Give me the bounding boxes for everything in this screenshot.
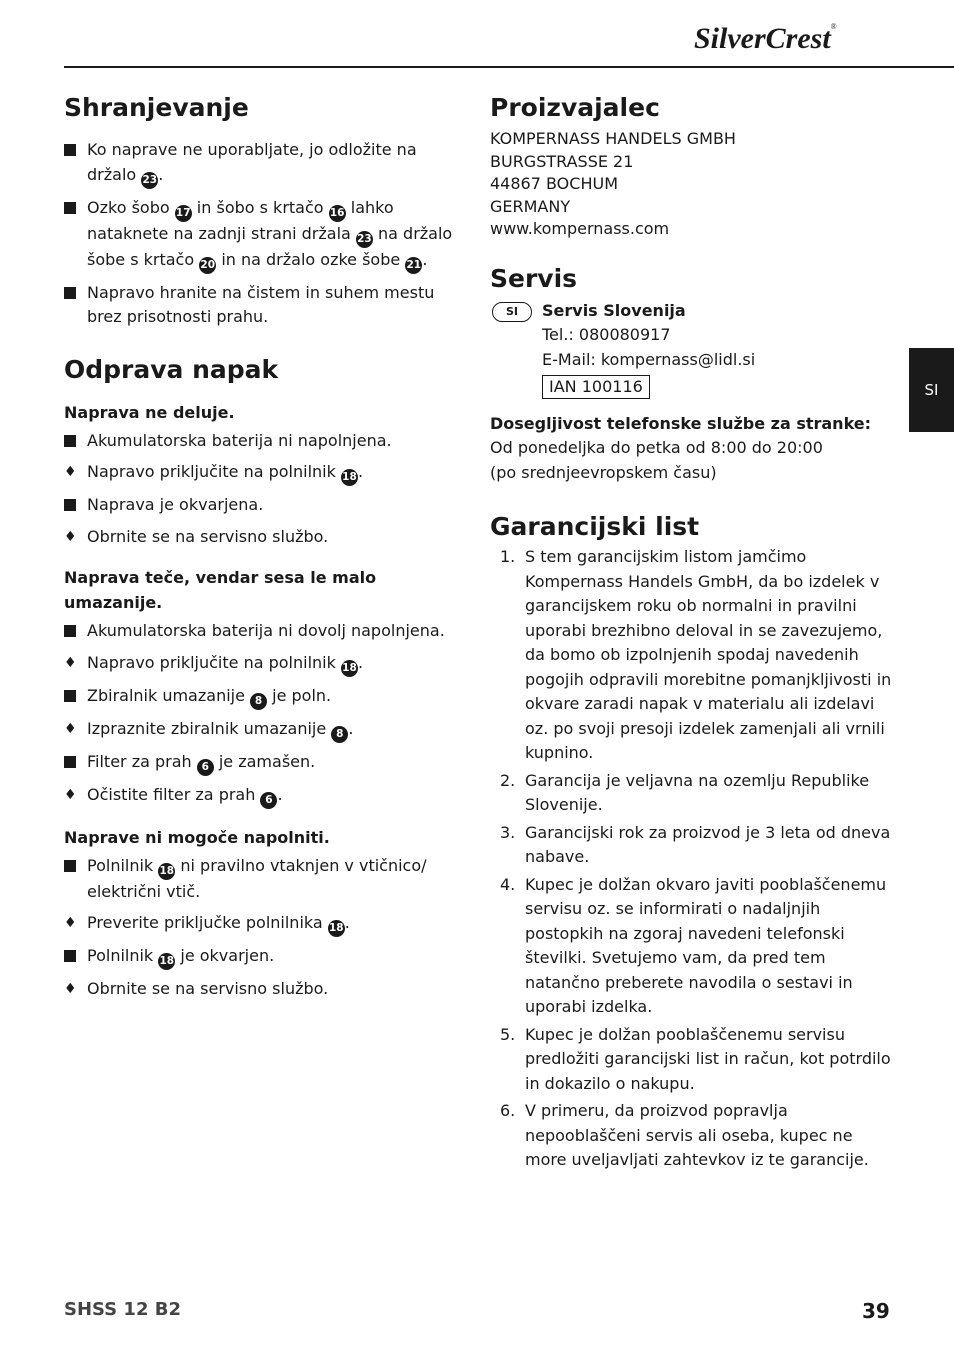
warranty-item-number: 5. <box>500 1024 516 1044</box>
service-name: Servis Slovenija <box>542 300 686 320</box>
brand-logo: SilverCrest® <box>694 22 837 55</box>
list-item <box>64 281 464 330</box>
warranty-item-text: Garancija je veljavna na ozemlju Republike Slovenije. <box>525 770 870 814</box>
diamond-bullet-icon: ♦ <box>64 654 77 671</box>
service-tel: Tel.: 080080917 <box>542 325 671 344</box>
list-item <box>64 651 464 677</box>
text-span: Ko naprave ne uporabljate, jo odložite na držalo <box>87 140 417 184</box>
manufacturer-address <box>490 128 895 241</box>
text-span: Očistite filter za prah <box>87 784 261 804</box>
warranty-item-text: S tem garancijskim listom jamčimo Kompernass Handels GmbH, da bo izdelek v garancijskem roku ob normalni in pravilni uporabi brezhibno deloval in se zavezujemo, da bomo ob izpolnjenih spodaj navedenih pogojih odpravili morebitne pomanjkljivosti in okvare zaradi napak v materialu ali izdelavi oz. po svoji presoji izdelek zamenjali ali vrnili kupnino. <box>525 547 892 762</box>
address-line: 44867 BOCHUM <box>490 174 618 193</box>
part-number-callout: 21 <box>405 257 422 274</box>
diamond-bullet-icon: ♦ <box>64 464 77 480</box>
square-bullet-icon <box>64 196 84 221</box>
text-span: . <box>422 249 428 269</box>
text-span: Ozko šobo <box>87 197 175 217</box>
list-item <box>64 911 464 937</box>
text-span: Polnilnik <box>87 855 159 875</box>
square-icon <box>64 287 76 299</box>
text-span: in šobo s krtačo <box>191 197 329 217</box>
warranty-item <box>490 769 895 818</box>
text-span: Zbiralnik umazanije <box>87 685 251 705</box>
text-span: je poln. <box>267 685 332 705</box>
item-text <box>87 283 434 327</box>
text-span: Preverite priključke polnilnika <box>87 913 328 932</box>
part-number-callout: 17 <box>175 205 192 222</box>
list-item <box>64 717 464 743</box>
availability-line: Od ponedeljka do petka od 8:00 do 20:00 <box>490 438 823 457</box>
item-text <box>87 198 452 269</box>
text-span: . <box>277 784 283 804</box>
list-item <box>64 684 464 710</box>
footer-model: SHSS 12 B2 <box>64 1299 181 1320</box>
text-span: Izpraznite zbiralnik umazanije <box>87 718 332 738</box>
trouble-heading: Naprava ne deluje. <box>64 402 235 422</box>
item-text <box>87 495 263 514</box>
square-icon <box>64 435 76 447</box>
warranty-item <box>490 1023 895 1097</box>
square-icon <box>64 202 76 214</box>
text-span: Filter za prah <box>87 751 197 771</box>
warranty-item-text: Kupec je dolžan okvaro javiti pooblaščenemu servisu oz. se informirati o nadaljnjih postopkih na zgoraj navedeni telefonski številki. Svetujemo vam, da pred tem natančno preberete navodila o sestavi in uporabi izdelka. <box>525 874 887 1016</box>
list-item <box>64 944 464 970</box>
text-span: Obrnite se na servisno službo. <box>87 526 329 546</box>
trouble-groups <box>64 400 464 1002</box>
text-span: . <box>357 652 364 672</box>
list-item <box>64 619 464 644</box>
warranty-item-text: Kupec je dolžan pooblaščenemu servisu predložiti garancijski list in račun, kot potrdilo in dokazilo o nakupu. <box>525 1024 891 1093</box>
part-number-callout: 8 <box>250 693 267 710</box>
warranty-item <box>490 821 895 870</box>
manufacturer-title: Proizvajalec <box>490 93 660 122</box>
item-text <box>87 686 331 705</box>
service-block <box>490 299 895 400</box>
list-item <box>64 460 464 486</box>
warranty-item-number: 4. <box>500 874 516 894</box>
address-line: GERMANY <box>490 196 571 216</box>
availability-heading: Dosegljivost telefonske službe za stranke: <box>490 414 872 433</box>
warranty-item-text: V primeru, da proizvod popravlja nepooblaščeni servis ali oseba, kupec ne more uveljavljati zahtevkov iz te garancije. <box>525 1101 869 1169</box>
item-text <box>87 527 328 546</box>
text-span: Napravo hranite na čistem in suhem mestu brez prisotnosti prahu. <box>87 282 435 326</box>
diamond-bullet-icon: ♦ <box>64 915 77 931</box>
square-bullet-icon <box>64 493 84 518</box>
text-span: je okvarjen. <box>175 946 275 965</box>
square-bullet-icon <box>64 944 84 969</box>
text-span: in na držalo ozke šobe <box>216 249 406 269</box>
diamond-bullet-icon: ♦ <box>64 528 77 545</box>
ian-box: IAN 100116 <box>542 375 650 399</box>
item-text <box>87 719 353 738</box>
item-text <box>87 752 315 771</box>
list-item <box>64 138 464 189</box>
square-bullet-icon <box>64 281 84 306</box>
part-number-callout: 6 <box>197 759 214 776</box>
diamond-bullet-icon: ♦ <box>64 720 77 737</box>
service-title: Servis <box>490 263 578 293</box>
square-bullet-icon <box>64 619 84 644</box>
text-span: na držalo šobe s krtačo <box>87 223 453 269</box>
item-text <box>87 913 350 932</box>
item-text <box>87 856 427 901</box>
part-number-callout: 18 <box>328 920 345 937</box>
square-icon <box>64 144 76 156</box>
item-text <box>87 462 363 481</box>
item-text <box>87 431 392 450</box>
square-icon <box>64 499 76 511</box>
square-bullet-icon <box>64 429 84 454</box>
square-icon <box>64 625 76 637</box>
warranty-list <box>490 545 895 1173</box>
list-item <box>64 196 464 274</box>
language-tab: SI <box>909 348 954 432</box>
warranty-item <box>490 873 895 1020</box>
text-span: Akumulatorska baterija ni napolnjena. <box>87 430 392 450</box>
part-number-callout: 18 <box>341 469 358 486</box>
item-text <box>87 621 445 640</box>
item-text <box>87 140 417 184</box>
page-number: 39 <box>862 1299 890 1323</box>
text-span: Napravo priključite na polnilnik <box>87 462 341 481</box>
list-item <box>64 750 464 776</box>
country-badge: SI <box>492 302 532 322</box>
square-icon <box>64 950 76 962</box>
part-number-callout: 8 <box>331 726 348 743</box>
text-span: lahko nataknete na zadnji strani držala <box>87 197 394 243</box>
item-text <box>87 785 283 804</box>
square-icon <box>64 860 76 872</box>
list-item <box>64 977 464 1002</box>
text-span: Polnilnik <box>87 946 159 965</box>
part-number-callout: 6 <box>260 792 277 809</box>
text-span: . <box>357 462 364 481</box>
part-number-callout: 18 <box>158 863 175 880</box>
address-line: www.kompernass.com <box>490 219 670 238</box>
left-column <box>64 92 464 1009</box>
part-number-callout: 18 <box>158 953 175 970</box>
list-item <box>64 854 464 905</box>
diamond-bullet-icon: ♦ <box>64 786 77 803</box>
part-number-callout: 23 <box>141 172 158 189</box>
warranty-item-number: 6. <box>500 1101 516 1120</box>
diamond-bullet-icon: ♦ <box>64 981 77 997</box>
part-number-callout: 23 <box>356 231 373 248</box>
part-number-callout: 16 <box>329 205 346 222</box>
square-bullet-icon <box>64 750 84 775</box>
warranty-item-number: 3. <box>500 822 516 842</box>
text-span: Naprava je okvarjena. <box>87 495 264 514</box>
list-item <box>64 525 464 550</box>
storage-title: Shranjevanje <box>64 93 249 122</box>
warranty-item <box>490 1099 895 1173</box>
storage-list <box>64 138 464 330</box>
part-number-callout: 18 <box>341 660 358 677</box>
text-span: Akumulatorska baterija ni dovolj napolnjena. <box>87 621 445 640</box>
item-text <box>87 979 328 998</box>
warranty-item-number: 2. <box>500 770 516 790</box>
service-email: E-Mail: kompernass@lidl.si <box>542 349 756 369</box>
text-span: ni pravilno vtaknjen v vtičnico/ električni vtič. <box>87 855 427 901</box>
text-span: Napravo priključite na polnilnik <box>87 652 341 672</box>
trouble-heading: Naprava teče, vendar sesa le malo umazanije. <box>64 568 377 612</box>
availability-lines <box>490 436 895 485</box>
trouble-title: Odprava napak <box>64 354 279 384</box>
item-text <box>87 653 363 672</box>
square-icon <box>64 690 76 702</box>
square-icon <box>64 756 76 768</box>
warranty-item-number: 1. <box>500 547 516 566</box>
text-span: Obrnite se na servisno službo. <box>87 979 329 998</box>
trouble-heading: Naprave ni mogoče napolniti. <box>64 827 330 847</box>
square-bullet-icon <box>64 684 84 709</box>
square-bullet-icon <box>64 138 84 163</box>
part-number-callout: 20 <box>199 257 216 274</box>
square-bullet-icon <box>64 854 84 879</box>
warranty-title: Garancijski list <box>490 512 700 541</box>
warranty-item <box>490 545 895 766</box>
text-span: . <box>158 164 164 184</box>
list-item <box>64 493 464 518</box>
address-line: KOMPERNASS HANDELS GMBH <box>490 129 736 148</box>
text-span: je zamašen. <box>213 751 316 771</box>
address-line: BURGSTRASSE 21 <box>490 151 634 171</box>
list-item <box>64 429 464 454</box>
text-span: . <box>348 718 354 738</box>
warranty-item-text: Garancijski rok za proizvod je 3 leta od dneva nabave. <box>525 822 891 866</box>
item-text <box>87 946 274 965</box>
right-column <box>490 92 895 1176</box>
list-item <box>64 783 464 809</box>
header-rule <box>64 66 954 68</box>
text-span: . <box>344 913 350 932</box>
availability-line: (po srednjeevropskem času) <box>490 462 717 482</box>
